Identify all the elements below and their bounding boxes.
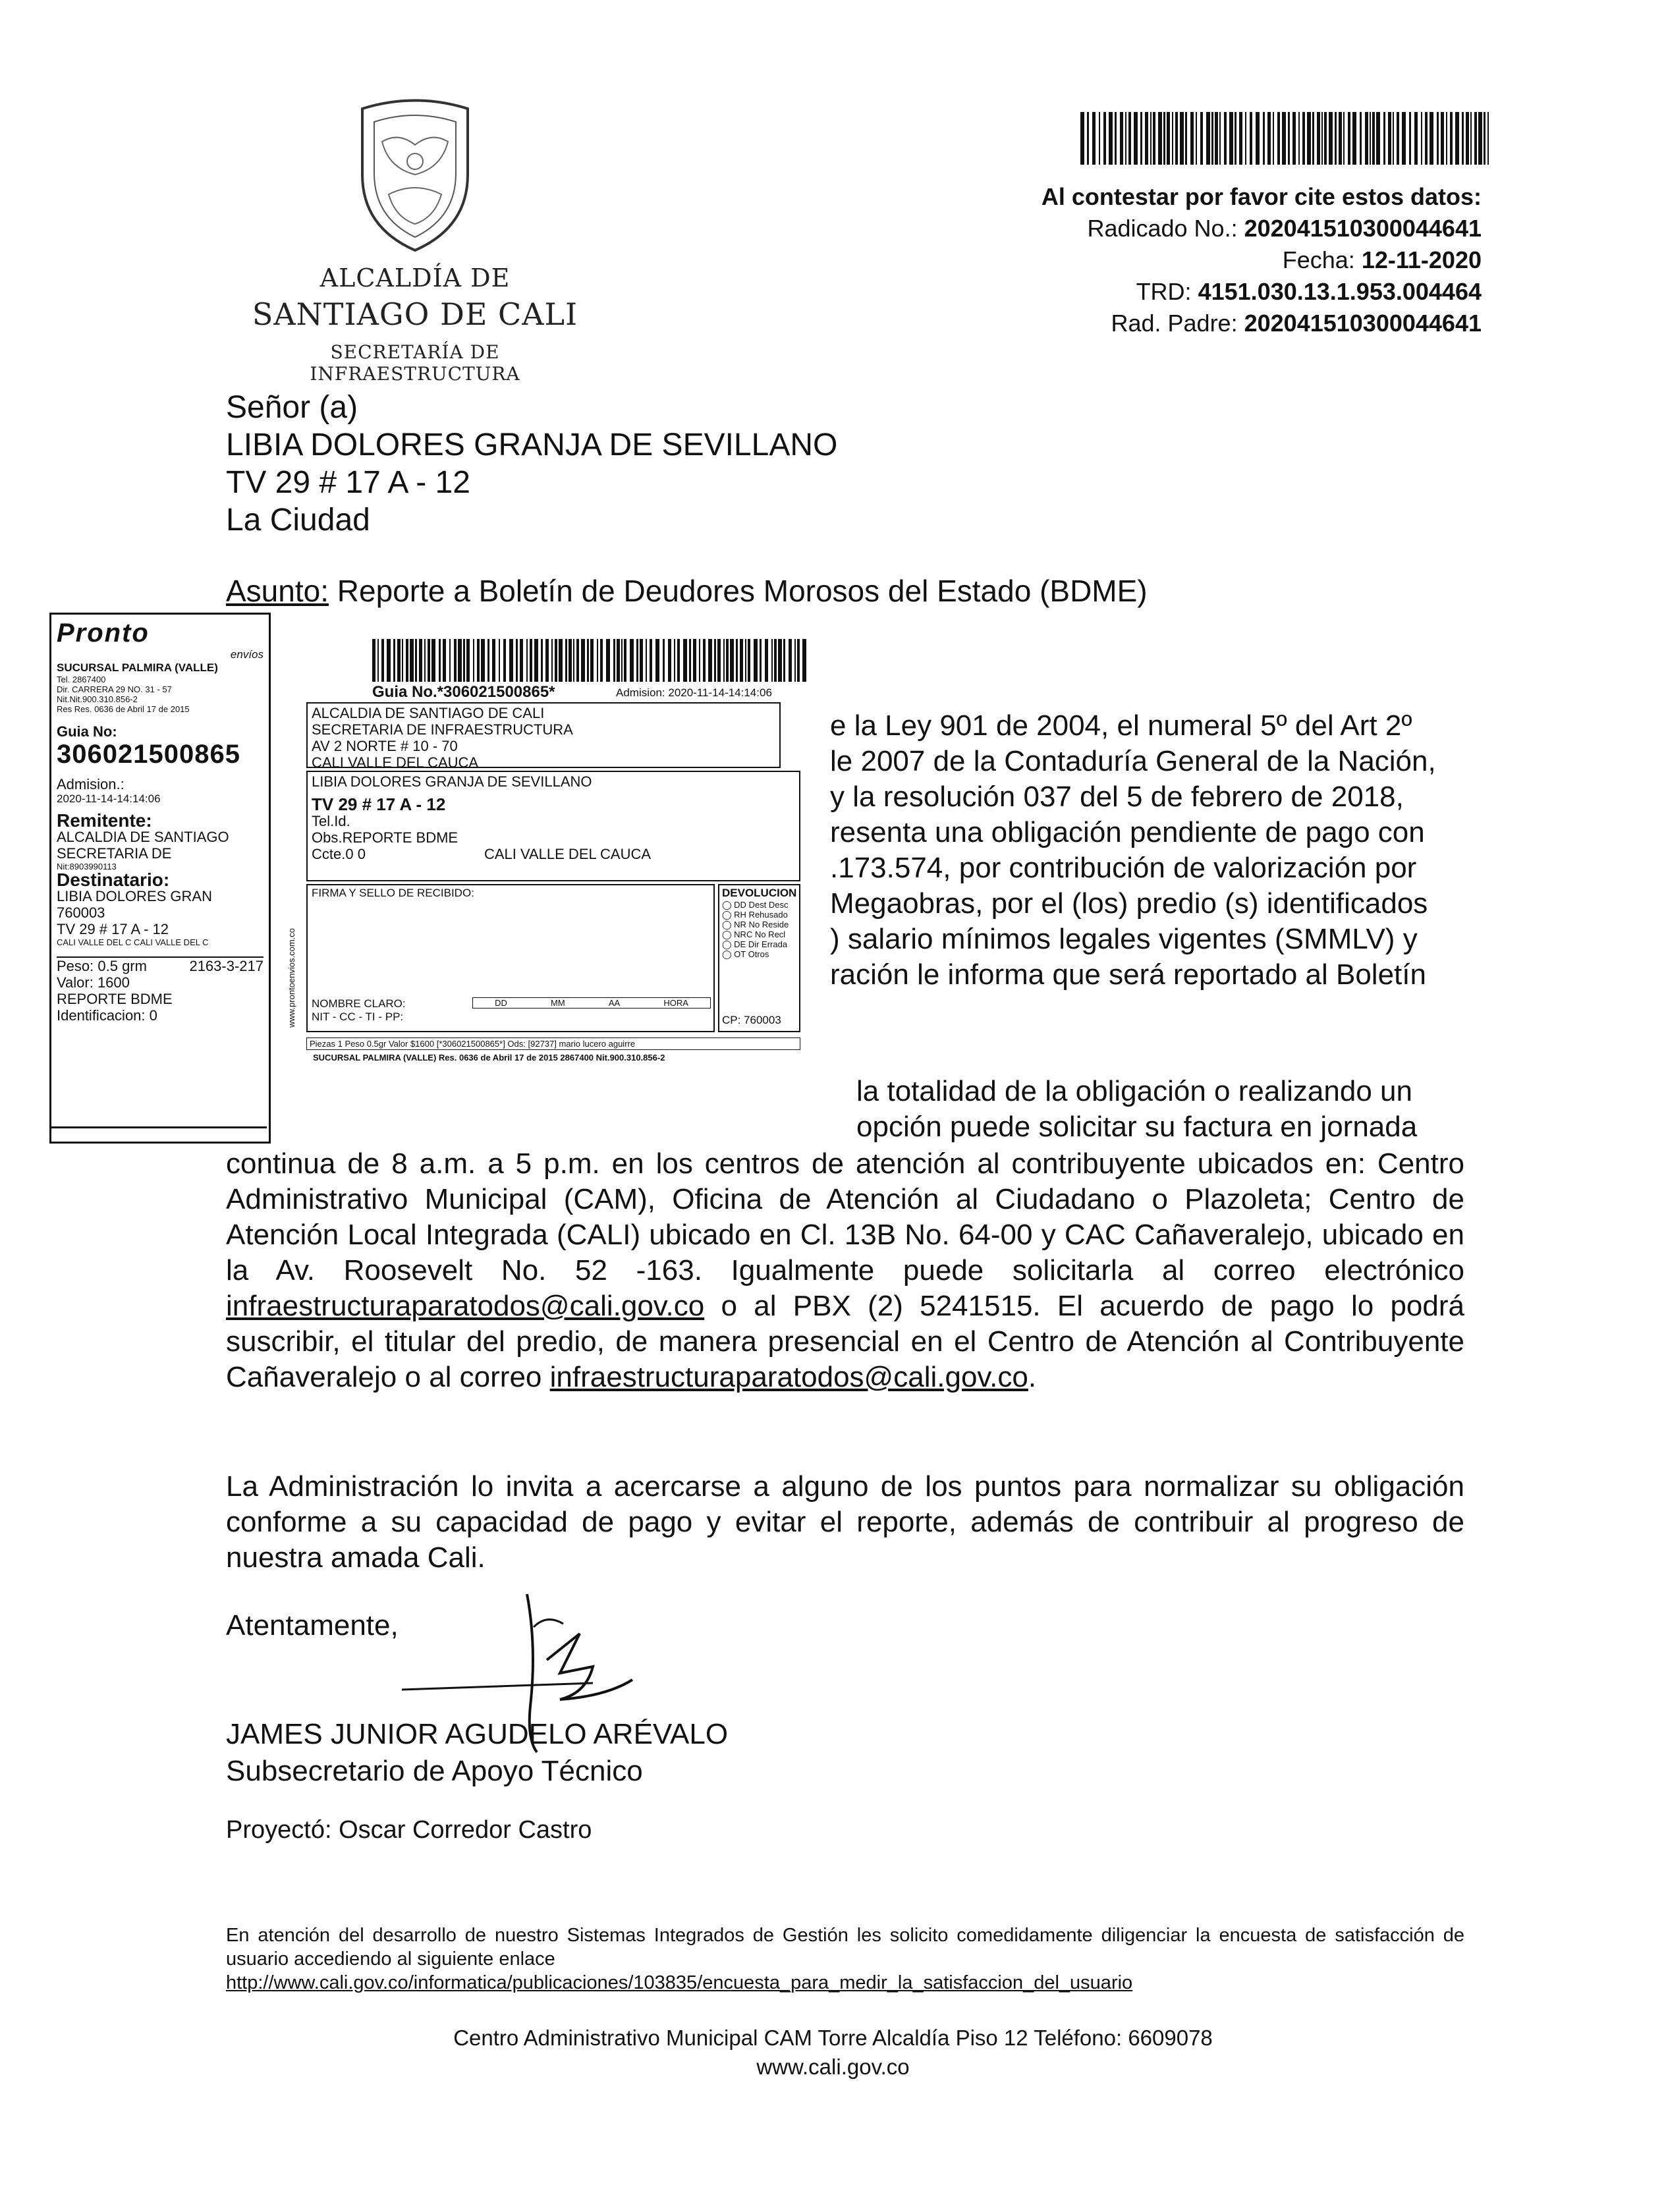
barcode-bar: [387, 639, 391, 682]
barcode-bar: [600, 639, 603, 682]
barcode-bar: [393, 639, 395, 682]
guia-label: Guia No:: [57, 723, 117, 740]
dest-2: 760003: [57, 904, 105, 921]
barcode-bar: [466, 639, 470, 682]
barcode-bar: [765, 639, 768, 682]
barcode-bar: [492, 639, 495, 682]
barcode-bar: [1292, 112, 1296, 165]
barcode-bar: [1120, 112, 1123, 165]
peso-value: Peso: 0.5 grm: [57, 958, 147, 974]
subject-line: [226, 573, 1148, 609]
nombre-claro: NOMBRE CLARO:: [312, 997, 406, 1010]
partial-line: Megaobras, por el (los) predio (s) identificados: [830, 887, 1428, 920]
barcode-bar: [454, 639, 457, 682]
devolucion-box: [718, 884, 800, 1032]
barcode-bar: [1235, 112, 1236, 165]
barcode-bar: [613, 639, 615, 682]
partial-line: opción puede solicitar su factura en jornada: [856, 1111, 1418, 1143]
barcode-bar: [516, 639, 518, 682]
brand-sub: envíos: [230, 648, 264, 661]
barcode-bar: [1474, 112, 1477, 165]
barcode-bar: [636, 639, 638, 682]
barcode-bar: [569, 639, 572, 682]
barcode-bar: [1263, 112, 1265, 165]
label-barcode-icon: [372, 639, 807, 682]
barcode-bar: [1352, 112, 1356, 165]
barcode-bar: [717, 639, 721, 682]
barcode-bar: [397, 639, 401, 682]
website-link[interactable]: www.cali.gov.co: [756, 2055, 910, 2079]
body-paragraph-1: [226, 1146, 1464, 1395]
dev-option-text: OT Otros: [734, 949, 769, 959]
barcode-bar: [458, 639, 462, 682]
barcode-bar: [1307, 112, 1311, 165]
barcode-bar: [1376, 112, 1380, 165]
barcode-bar: [1343, 112, 1345, 165]
barcode-bar: [1185, 112, 1187, 165]
body-partial-lines: [830, 708, 1458, 993]
recipient-name: LIBIA DOLORES GRANJA DE SEVILLANO: [226, 428, 838, 462]
barcode-bar: [745, 639, 746, 682]
barcode-bar: [714, 639, 716, 682]
barcode-bar: [1087, 112, 1089, 165]
barcode-bar: [1372, 112, 1375, 165]
subject-label: Asunto:: [226, 574, 329, 608]
shipping-label: [49, 613, 820, 1140]
branch-res: Res Res. 0636 de Abril 17 de 2015: [57, 704, 190, 714]
barcode-bar: [1487, 112, 1489, 165]
partial-line: e la Ley 901 de 2004, el numeral 5º del Art 2º: [830, 709, 1412, 742]
receiver-address: TV 29 # 17 A - 12: [312, 794, 446, 814]
barcode-bar: [1273, 112, 1274, 165]
barcode-bar: [1250, 112, 1252, 165]
barcode-bar: [693, 639, 696, 682]
barcode-bar: [624, 639, 626, 682]
barcode-bar: [1158, 112, 1162, 165]
barcode-bar: [545, 639, 549, 682]
barcode-bar: [1277, 112, 1280, 165]
rad-padre-label: Rad. Padre:: [1111, 310, 1238, 337]
barcode-bar: [797, 639, 800, 682]
barcode-bar: [1430, 112, 1433, 165]
barcode-bar: [783, 639, 785, 682]
barcode-bar: [1190, 112, 1194, 165]
barcode-bar: [1425, 112, 1428, 165]
barcode-bar: [565, 639, 567, 682]
barcode-bar: [410, 639, 414, 682]
barcode-bar: [802, 639, 806, 682]
branch-tel: Tel. 2867400: [57, 675, 106, 684]
sender-line: ALCALDIA DE SANTIAGO DE CALI: [312, 705, 545, 721]
barcode-bar: [1080, 112, 1084, 165]
receipt-box: [306, 884, 715, 1032]
barcode-bar: [1414, 112, 1418, 165]
barcode-bar: [1329, 112, 1333, 165]
barcode-bar: [443, 639, 446, 682]
barcode-bar: [1365, 112, 1368, 165]
barcode-bar: [555, 639, 557, 682]
barcode-bar: [576, 639, 579, 682]
body-text-1: continua de 8 a.m. a 5 p.m. en los centros de atención al contribuyente ubicados en: Centro Administrativo Municipal (CAM), Oficina de Atención al Ciudadano o Plazoleta; Centro de Atención Local Integrada (CALI) ubicado en Cl. 13B No. 64-00 y CAC Cañaveralejo, ubicado en la Av. Roosevelt No. 52 -163. Igualmente puede solicitarla al correo electrónico: [226, 1147, 1464, 1286]
barcode-bar: [534, 639, 538, 682]
barcode-bar: [377, 639, 379, 682]
remitente-label: Remitente:: [57, 810, 152, 831]
barcode-bar: [677, 639, 680, 682]
label-main: [287, 639, 820, 1067]
org-line-3: SECRETARÍA DE INFRAESTRUCTURA: [310, 341, 520, 385]
body-text-2: o al PBX (2) 5241515. El acuerdo de pago lo podrá suscribir, el titular del predio, de manera presencial en el Centro de Atención al Contribuyente Cañaveralejo o al correo: [226, 1290, 1464, 1393]
barcode-bar: [551, 639, 553, 682]
body-text-end: .: [1028, 1361, 1037, 1393]
barcode-bar: [778, 639, 782, 682]
label-bottom-branch: SUCURSAL PALMIRA (VALLE) Res. 0636 de Abril 17 de 2015 2867400 Nit.900.310.856-2: [313, 1053, 665, 1063]
trd-value: 4151.030.13.1.953.004464: [1198, 278, 1482, 305]
barcode-bar: [1421, 112, 1422, 165]
barcode-bar: [1478, 112, 1482, 165]
barcode-bar: [1206, 112, 1210, 165]
barcode-bar: [1455, 112, 1459, 165]
remitente-1: ALCALDIA DE SANTIAGO: [57, 829, 229, 845]
barcode-bar: [1282, 112, 1286, 165]
barcode-bar: [503, 639, 506, 682]
citation-block: [1041, 181, 1482, 339]
barcode-bar: [748, 639, 750, 682]
barcode-bar: [640, 639, 643, 682]
barcode-bar: [1348, 112, 1350, 165]
barcode-bar: [1409, 112, 1411, 165]
barcode-bar: [794, 639, 796, 682]
barcode-bar: [1211, 112, 1213, 165]
barcode-bar: [621, 639, 623, 682]
citation-heading: Al contestar por favor cite estos datos:: [1041, 183, 1482, 210]
projected-by: Proyectó: Oscar Corredor Castro: [226, 1816, 592, 1844]
peso: [57, 958, 264, 974]
farewell: Atentamente,: [226, 1609, 399, 1642]
barcode-bar: [477, 639, 480, 682]
barcode-bar: [683, 639, 687, 682]
barcode-bar: [372, 639, 375, 682]
barcode-bar: [1172, 112, 1173, 165]
body-paragraph-2: La Administración lo invita a acercarse a alguno de los puntos para normalizar su obligación conforme a su capacidad de pago y evitar el reporte, además de contribuir al progreso de nuestra amada Cali.: [226, 1470, 1464, 1574]
receiver-ccte: [312, 846, 795, 862]
barcode-bar: [1153, 112, 1155, 165]
receiver-tel: Tel.Id.: [312, 813, 350, 829]
barcode-bar: [1370, 112, 1371, 165]
sender-line: SECRETARIA DE INFRAESTRUCTURA: [312, 721, 573, 738]
barcode-bar: [1128, 112, 1131, 165]
guia-number: 306021500865: [57, 740, 240, 769]
dest-1: LIBIA DOLORES GRAN: [57, 888, 212, 904]
barcode-bar: [481, 639, 485, 682]
barcode-bar: [1335, 112, 1337, 165]
barcode-bar: [431, 639, 435, 682]
firma-label: FIRMA Y SELLO DE RECIBIDO:: [312, 887, 474, 899]
barcode-bar: [617, 639, 620, 682]
barcode-bar: [1099, 112, 1100, 165]
partial-line: resenta una obligación pendiente de pago con: [830, 816, 1425, 848]
barcode-bar: [1134, 112, 1138, 165]
recipient-city: La Ciudad: [226, 503, 370, 538]
fecha-label: Fecha:: [1282, 246, 1355, 273]
body-partial-lines-2: [856, 1074, 1458, 1145]
footer-address-line: Centro Administrativo Municipal CAM Torre Alcaldía Piso 12 Teléfono: 6609078: [453, 2026, 1213, 2050]
barcode-bar: [663, 639, 665, 682]
barcode-bar: [381, 639, 384, 682]
org-line-1: ALCALDÍA DE: [319, 263, 511, 292]
barcode-bar: [1437, 112, 1439, 165]
barcode-bar: [1302, 112, 1305, 165]
label-side-text: www.prontoenvios.com.co: [287, 927, 296, 1028]
barcode-bar: [415, 639, 417, 682]
barcode-bar: [650, 639, 652, 682]
recipient-block: [226, 389, 837, 539]
barcode-bar: [789, 639, 792, 682]
barcode-bar: [449, 639, 451, 682]
barcode-bar: [1324, 112, 1327, 165]
barcode-bar: [1388, 112, 1391, 165]
barcode-bar: [1441, 112, 1444, 165]
barcode-bar: [1219, 112, 1221, 165]
partial-line: la totalidad de la obligación o realizando un: [856, 1075, 1412, 1107]
barcode-bar: [1200, 112, 1203, 165]
devolucion-label: DEVOLUCION: [722, 887, 797, 899]
date-columns: [472, 997, 711, 1009]
barcode-bar: [597, 639, 598, 682]
sender-box: [306, 702, 781, 771]
barcode-bar: [1462, 112, 1464, 165]
barcode-bar: [590, 639, 594, 682]
label-code: 2163-3-217: [189, 958, 264, 974]
sender-line: AV 2 NORTE # 10 - 70: [312, 738, 458, 754]
partial-line: le 2007 de la Contaduría General de la Nación,: [830, 745, 1436, 777]
partial-line: ) salario mínimos legales vigentes (SMMLV) y: [830, 923, 1418, 955]
barcode-bar: [726, 639, 729, 682]
barcode-bar: [1402, 112, 1406, 165]
footer-note-text: En atención del desarrollo de nuestro Sistemas Integrados de Gestión les solicito comedidamente diligenciar la encuesta de satisfacción de usuario accediendo al siguiente enlace: [226, 1925, 1464, 1970]
barcode-bar: [1288, 112, 1290, 165]
dest-3: TV 29 # 17 A - 12: [57, 921, 169, 937]
partial-line: y la resolución 037 del 5 de febrero de 2018,: [830, 781, 1404, 813]
barcode-bar: [1339, 112, 1342, 165]
barcode-bar: [559, 639, 563, 682]
dev-option: ◯ RH Rehusado: [722, 910, 788, 920]
barcode-bar: [655, 639, 659, 682]
date-col: MM: [551, 998, 565, 1008]
signer-name: JAMES JUNIOR AGUDELO ARÉVALO: [226, 1718, 729, 1750]
barcode-bar: [439, 639, 441, 682]
barcode-bar: [668, 639, 671, 682]
branch-dir: Dir. CARRERA 29 NO. 31 - 57: [57, 684, 172, 694]
barcode-bar: [723, 639, 725, 682]
partial-line: ración le informa que será reportado al Boletín: [830, 958, 1426, 991]
barcode-bar: [1196, 112, 1197, 165]
footer-note: [226, 1923, 1464, 1995]
sender-line: CALI VALLE DEL CAUCA: [312, 754, 479, 771]
barcode-bar: [520, 639, 523, 682]
org-line-2: SANTIAGO DE CALI: [252, 296, 578, 332]
barcode-bar: [1103, 112, 1106, 165]
barcode-bar: [1317, 112, 1320, 165]
barcode-bar: [1321, 112, 1323, 165]
receiver-obs: Obs.REPORTE BDME: [312, 829, 458, 846]
barcode-bar: [406, 639, 408, 682]
admision-label: Admision.:: [57, 776, 125, 792]
trd-label: TRD:: [1136, 278, 1192, 305]
barcode-bar: [703, 639, 706, 682]
recipient-address: TV 29 # 17 A - 12: [226, 465, 470, 500]
barcode-bar: [1115, 112, 1117, 165]
barcode-bar: [736, 639, 738, 682]
identificacion: Identificacion: 0: [57, 1007, 157, 1024]
dest-4: CALI VALLE DEL C CALI VALLE DEL C: [57, 937, 209, 947]
barcode-bar: [541, 639, 543, 682]
barcode-icon: [1080, 112, 1489, 165]
radicado-label: Radicado No.:: [1087, 215, 1238, 242]
barcode-bar: [1150, 112, 1152, 165]
guia-full: Guia No.*306021500865*: [372, 683, 555, 701]
dev-option: ◯ OT Otros: [722, 949, 769, 959]
branch-nit: Nit.Nit.900.310.856-2: [57, 694, 138, 704]
barcode-bar: [1215, 112, 1218, 165]
destinatario-label: Destinatario:: [57, 870, 170, 890]
barcode-bar: [573, 639, 574, 682]
barcode-bar: [730, 639, 734, 682]
barcode-bar: [1224, 112, 1227, 165]
barcode-bar: [699, 639, 700, 682]
barcode-bar: [1167, 112, 1170, 165]
barcode-bar: [428, 639, 430, 682]
subject-text: Reporte a Boletín de Deudores Morosos del Estado (BDME): [337, 574, 1148, 608]
barcode-bar: [1393, 112, 1394, 165]
radicado-value: 202041510300044641: [1244, 215, 1482, 242]
barcode-bar: [1484, 112, 1486, 165]
receiver-ccte-value: Ccte.0 0: [312, 846, 366, 862]
footer-address: [0, 2024, 1666, 2082]
barcode-bar: [774, 639, 777, 682]
barcode-bar: [646, 639, 647, 682]
barcode-bar: [1256, 112, 1260, 165]
barcode-bar: [1180, 112, 1184, 165]
barcode-bar: [487, 639, 489, 682]
barcode-bar: [689, 639, 691, 682]
barcode-bar: [424, 639, 426, 682]
barcode-bar: [1140, 112, 1142, 165]
barcode-bar: [1360, 112, 1362, 165]
barcode-bar: [509, 639, 513, 682]
dev-option-text: NRC No Recl: [734, 929, 786, 939]
barcode-bar: [402, 639, 403, 682]
barcode-bar: [1450, 112, 1453, 165]
barcode-bar: [1470, 112, 1472, 165]
signer-title: Subsecretario de Apoyo Técnico: [226, 1755, 643, 1787]
date-col: DD: [495, 998, 507, 1008]
date-col: HORA: [663, 998, 688, 1008]
admision-full: Admision: 2020-11-14-14:14:06: [616, 686, 772, 699]
receiver-name: LIBIA DOLORES GRANJA DE SEVILLANO: [312, 773, 592, 790]
barcode-bar: [1383, 112, 1385, 165]
barcode-bar: [419, 639, 422, 682]
reporte: REPORTE BDME: [57, 991, 173, 1007]
barcode-bar: [581, 639, 585, 682]
barcode-bar: [674, 639, 675, 682]
barcode-bar: [1175, 112, 1178, 165]
dev-option: ◯ NRC No Recl: [722, 929, 786, 939]
barcode-bar: [760, 639, 762, 682]
barcode-bar: [1239, 112, 1242, 165]
barcode-bar: [499, 639, 500, 682]
barcode-bar: [1312, 112, 1314, 165]
barcode-bar: [587, 639, 589, 682]
dev-option: ◯ DE Dir Errada: [722, 939, 788, 949]
barcode-bar: [771, 639, 773, 682]
partial-line: .173.574, por contribución de valorización por: [830, 852, 1417, 884]
barcode-bar: [526, 639, 528, 682]
dev-option: ◯ DD Dest Desc: [722, 900, 789, 910]
email-link-2[interactable]: infraestructuraparatodos@cali.gov.co: [549, 1361, 1028, 1393]
barcode-bar: [1163, 112, 1165, 165]
receiver-box: [306, 771, 800, 881]
date-col: AA: [608, 998, 621, 1008]
barcode-bar: [1109, 112, 1113, 165]
cp-value: CP: 760003: [722, 1014, 781, 1026]
dev-option-text: DD Dest Desc: [734, 900, 789, 910]
barcode-bar: [1125, 112, 1126, 165]
barcode-bar: [754, 639, 758, 682]
barcode-bar: [1267, 112, 1271, 165]
dev-option-text: NR No Reside: [734, 920, 789, 929]
barcode-bar: [1446, 112, 1447, 165]
remitente-2: SECRETARIA DE: [57, 845, 172, 862]
email-link[interactable]: infraestructuraparatodos@cali.gov.co: [226, 1290, 705, 1322]
survey-link[interactable]: http://www.cali.gov.co/informatica/publicaciones/103835/encuesta_para_medir_la_satisfaccion_del_usuario: [226, 1972, 1133, 1993]
barcode-bar: [530, 639, 532, 682]
barcode-bar: [463, 639, 465, 682]
barcode-bar: [630, 639, 634, 682]
remitente-nit: Nit:8903990113: [57, 862, 117, 871]
fecha-value: 12-11-2020: [1361, 246, 1482, 273]
receiver-city: CALI VALLE DEL CAUCA: [484, 846, 652, 862]
barcode-bar: [1092, 112, 1096, 165]
dev-option-text: DE Dir Errada: [734, 939, 788, 949]
barcode-bar: [1466, 112, 1469, 165]
nit-cc: NIT - CC - TI - PP:: [312, 1010, 404, 1023]
barcode-bar: [1298, 112, 1300, 165]
branch: SUCURSAL PALMIRA (VALLE): [57, 661, 218, 674]
barcode-bar: [1229, 112, 1233, 165]
coat-of-arms-icon: [343, 96, 487, 257]
label-stub: [49, 613, 271, 1144]
valor: Valor: 1600: [57, 974, 130, 991]
admision-value: 2020-11-14-14:14:06: [57, 792, 161, 805]
barcode-bar: [606, 639, 610, 682]
dev-option: ◯ NR No Reside: [722, 920, 789, 929]
barcode-bar: [708, 639, 712, 682]
barcode-bar: [1397, 112, 1399, 165]
label-bottom-line: Piezas 1 Peso 0.5gr Valor $1600 [*306021500865*] Ods: [92737] mario lucero aguirre: [306, 1037, 800, 1050]
salutation: Señor (a): [226, 390, 358, 425]
barcode-bar: [1145, 112, 1148, 165]
dev-option-text: RH Rehusado: [734, 910, 788, 920]
rad-padre-value: 202041510300044641: [1244, 310, 1482, 337]
barcode-bar: [740, 639, 743, 682]
barcode-bar: [473, 639, 474, 682]
barcode-bar: [1245, 112, 1246, 165]
brand-logo: Pronto: [57, 619, 150, 648]
